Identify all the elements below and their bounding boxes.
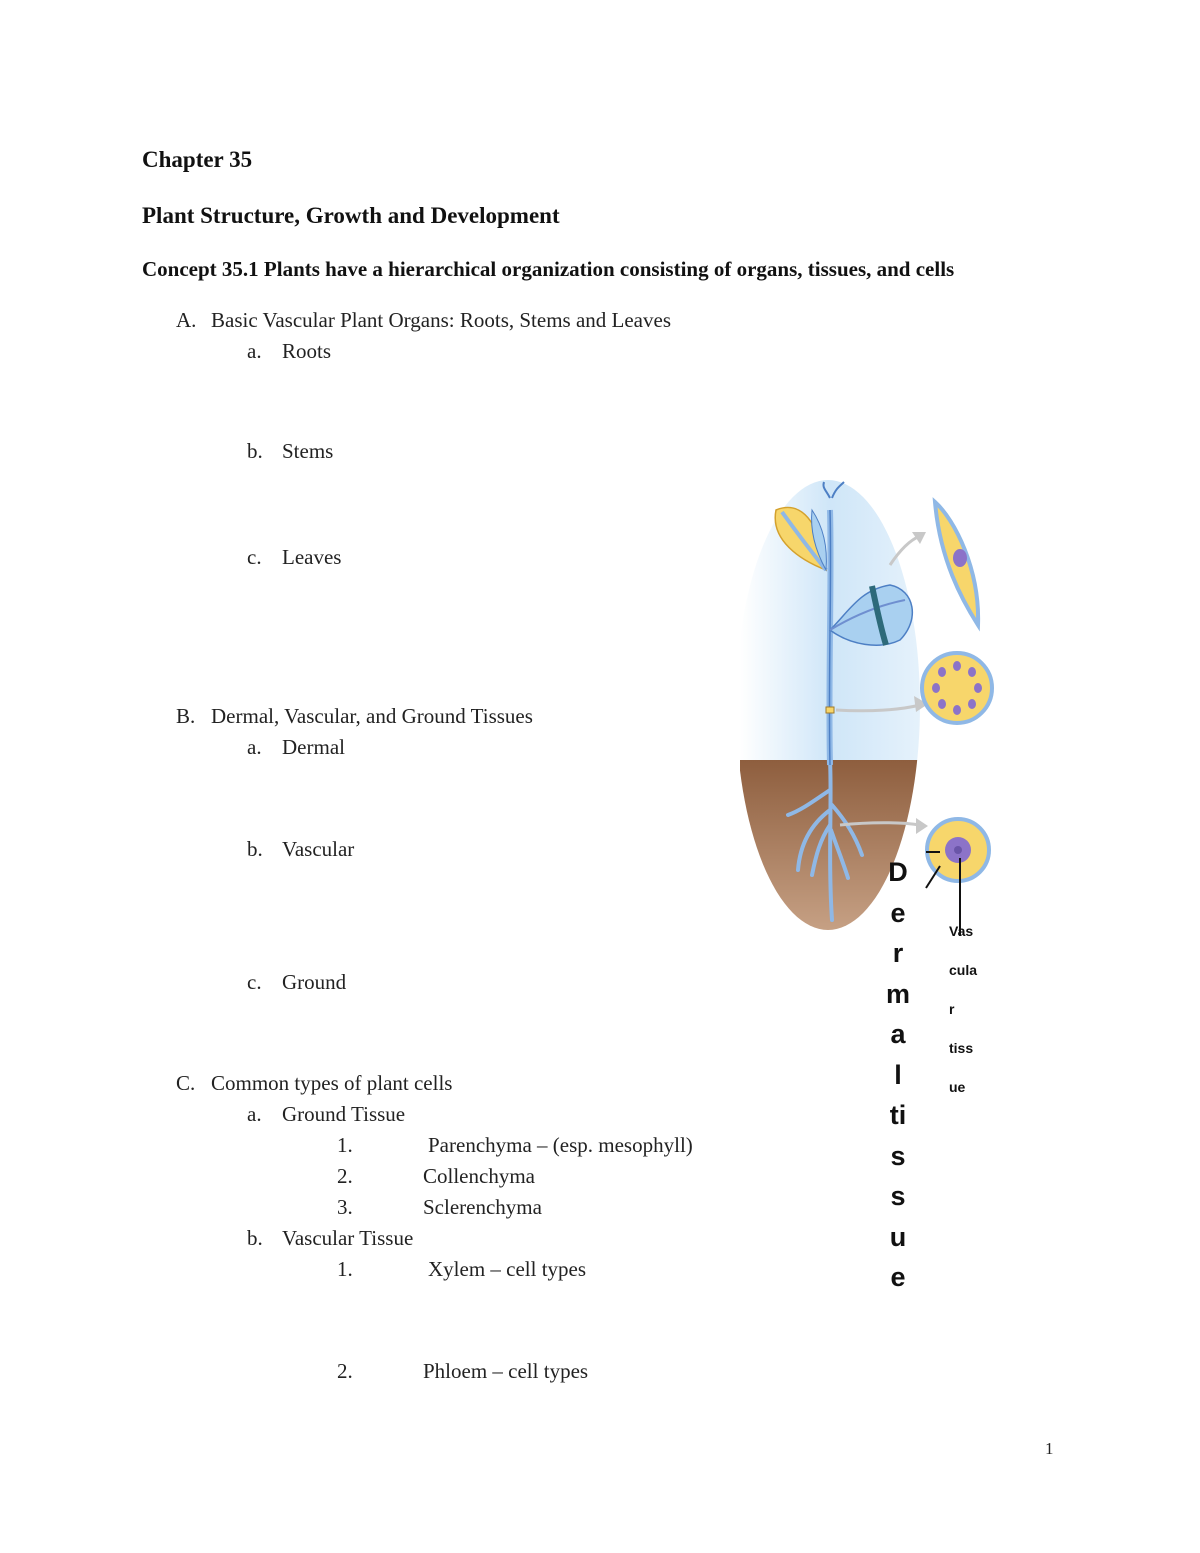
list-item-stems: Stems — [282, 439, 334, 463]
dermal-letter: D — [888, 857, 908, 887]
list-item-ground: Ground — [282, 970, 347, 994]
sublist-marker: 1. — [337, 1133, 353, 1157]
list-marker: b. — [247, 1226, 263, 1250]
section-a-marker: A. — [176, 308, 197, 332]
list-marker: c. — [247, 970, 262, 994]
list-marker: c. — [247, 545, 262, 569]
list-marker: a. — [247, 735, 262, 759]
list-item-dermal: Dermal — [282, 735, 345, 759]
sublist-item-xylem: Xylem – cell types — [428, 1257, 587, 1281]
vascular-label-line: ue — [949, 1079, 966, 1095]
stem-cross-section — [922, 653, 992, 723]
concept-heading: Concept 35.1 Plants have a hierarchical organization consisting of organs, tissues, and cells — [142, 257, 955, 281]
sublist-marker: 2. — [337, 1359, 353, 1383]
leaf-cell-detail — [935, 502, 978, 625]
dermal-letter: m — [886, 978, 911, 1009]
sublist-item-sclerenchyma: Sclerenchyma — [423, 1195, 542, 1219]
dermal-letter: u — [889, 1221, 907, 1252]
sublist-marker: 2. — [337, 1164, 353, 1188]
section-c-marker: C. — [176, 1071, 196, 1095]
dermal-letter: e — [890, 897, 906, 928]
section-b-marker: B. — [176, 704, 196, 728]
document-title: Plant Structure, Growth and Development — [142, 203, 560, 228]
sublist-item-parenchyma: Parenchyma – (esp. mesophyll) — [428, 1133, 693, 1157]
dermal-letter: ti — [889, 1100, 907, 1130]
dermal-letter: l — [894, 1059, 902, 1090]
dermal-letter: s — [890, 1140, 906, 1171]
dermal-letter: r — [892, 938, 904, 968]
section-a-heading: Basic Vascular Plant Organs: Roots, Stems and Leaves — [211, 308, 671, 332]
stem-section-marker — [826, 707, 834, 713]
plant-tissue-illustration — [740, 480, 1000, 940]
dermal-letter: a — [890, 1019, 906, 1049]
vascular-tissue-label — [949, 912, 977, 1107]
list-item-ground-tissue: Ground Tissue — [282, 1102, 406, 1126]
list-marker: a. — [247, 339, 262, 363]
vascular-label-line: cula — [949, 962, 978, 978]
vascular-label-line: Vas — [949, 923, 974, 939]
dermal-letter: s — [890, 1181, 906, 1211]
vascular-label-line: r — [949, 1001, 955, 1017]
list-item-vascular: Vascular — [282, 837, 355, 861]
dermal-letter: e — [890, 1262, 906, 1292]
chapter-heading: Chapter 35 — [142, 147, 253, 172]
list-item-roots: Roots — [282, 339, 332, 363]
list-item-vascular-tissue: Vascular Tissue — [282, 1226, 414, 1250]
page-number: 1 — [1045, 1439, 1054, 1458]
sublist-marker: 1. — [337, 1257, 353, 1281]
sublist-item-phloem: Phloem – cell types — [423, 1359, 589, 1383]
sublist-item-collenchyma: Collenchyma — [423, 1164, 535, 1188]
list-marker: b. — [247, 837, 263, 861]
section-c-heading: Common types of plant cells — [211, 1071, 453, 1095]
sublist-marker: 3. — [337, 1195, 353, 1219]
list-item-leaves: Leaves — [282, 545, 342, 569]
dermal-tissue-label — [886, 852, 910, 1298]
section-b-heading: Dermal, Vascular, and Ground Tissues — [211, 704, 533, 728]
list-marker: a. — [247, 1102, 262, 1126]
vascular-label-line: tiss — [949, 1040, 974, 1056]
list-marker: b. — [247, 439, 263, 463]
